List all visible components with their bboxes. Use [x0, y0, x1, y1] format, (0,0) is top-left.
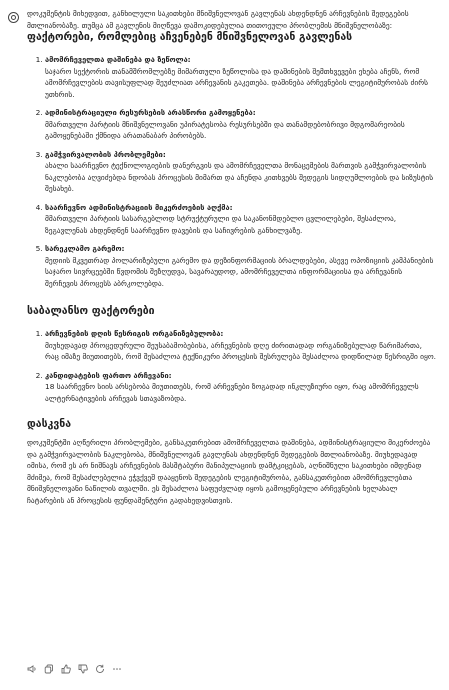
balance-heading: საბალანსო ფაქტორები — [27, 305, 155, 317]
factor-title: 1. ამომრჩეველთა დაშინება და ზეწოლა: — [45, 55, 191, 64]
list-item — [45, 202, 437, 237]
factor-title: 5. სარეკლამო გარემო: — [45, 244, 125, 253]
list-item — [45, 370, 437, 405]
copy-icon[interactable] — [44, 664, 54, 674]
factor-text: ახალი საარჩევნო ტექნოლოგიების დანერგვის და ამომრჩეველთა მონაცემების მართვის გამჭვირვალობის ნაკლებობა აღვიძებდა ნდობას პროცესის მიმართ და აჩენდა კითხვებს შედეგის სიდღუმლოების და სიზუსტის შესახებ. — [45, 161, 434, 193]
intro-paragraph: დოკუმენტის მიხედვით, განხილული საკითხები მნიშვნელოვან გავლენას ახდენდნენ არჩევნების შედეგების მთლიანობაზე. თუმცა ამ გავლენის მიღწევა დამოკიდებულია თითოეული პრობლემის მნიშვნელობაზე: — [27, 9, 409, 30]
factor-title: 3. გამჭვირვალობის პრობლემები: — [45, 149, 166, 159]
more-options-icon[interactable] — [112, 664, 122, 674]
factor-text: მედიის მკვეთრად პოლარიზებული გარემო და დეზინფორმაციის ბრალდებები, ასევე ოპოზიციის კამპანიების საჯარო სივრცეებში წვდომის შეზღუდვა, სავარაუდოდ, ამომრჩეველთა ინფორმაციისა და არჩევანის შერჩევის პროცესს აბრკოლებდა. — [45, 255, 434, 288]
factor-text: მმართველი პარტიის მნიშვნელოვანი უპირატესობა რესურსებში და თანამდებობრივი მდგომარეობის გამოყენებაში ქმნიდა არათანაბარ პირობებს. — [45, 119, 405, 140]
thumbs-down-icon[interactable] — [78, 664, 88, 674]
factors-list — [27, 54, 437, 289]
factors-heading: ფაქტორები, რომლებიც აჩვენებენ მნიშვნელოვან გავლენას — [27, 31, 353, 43]
assistant-avatar-icon — [8, 12, 19, 23]
factor-title: 2. ადმინისტრაციული რესურსების არასწორი გამოყენება: — [45, 108, 256, 117]
balance-title: 1. არჩევნების დღის წესრიგის ორგანიზებულობა: — [45, 329, 224, 338]
conclusion-paragraph: დოკუმენტში აღწერილი პრობლემები, განსაკუთრებით ამომრჩეველთა დაშინება, ადმინისტრაციული მიკერძოება და გამჭვირვალობის ნაკლებობა, მნიშვნელოვან გავლენას ახდენდნენ შედეგების მთლიანობაზე. მიუხედავად იმისა, რომ ეს არ ნიშნავს არჩევნების მასშტაბური მანიპულაციის დამტკიცებას, აღნიშნული საკითხები იმდენად მძიმეა, რომ შესაძლებელია ეჭვქვეშ დააყენოს შედეგების ლეგიტიმურობა, განსაკუთრებით ამომრჩევლებთა მნიშვნელოვანი ნაწილის თვალში. ეს შესაძლოა საფუძვლად იყოს გამოყენებული არჩევნების ხელახალ ჩატარების ან პროცესის ფუნდამენტური გადახედვისთვის. — [27, 438, 431, 505]
list-item — [45, 243, 437, 289]
factor-text: საჯარო სექტორის თანამშრომლებზე მიმართული ზეწოლისა და დაშინების შემთხვევები ეხება აჩენს, რომ ამომრჩევლების თავისუფლად შეუძლიათ არჩევანის გაკეთება. დაშინება არჩევნების ლეგიტიმურობას ძირს უთხრის. — [45, 66, 428, 99]
list-item — [45, 107, 437, 142]
list-item — [45, 328, 437, 363]
balance-list — [27, 328, 437, 404]
conclusion-heading: დასკვნა — [27, 418, 72, 430]
factor-title: 4. საარჩევნო ადმინისტრაციის მიკერძოების აღქმა: — [45, 202, 233, 212]
balance-text: მიუხედავად პროცედურული შეუსაბამობებისა, არჩევნების დღე ძირითადად ორგანიზებულად წარიმართა, რაც იმაზე მიუთითებს, რომ შესაძლოა ტექნიკური პროცესის შესრულება შესაძლოა დიდწილად წესრიგში იყო. — [45, 340, 436, 361]
thumbs-up-icon[interactable] — [61, 664, 71, 674]
regenerate-icon[interactable] — [95, 664, 105, 674]
message-actions — [27, 664, 122, 674]
assistant-message — [27, 8, 437, 506]
list-item — [45, 54, 437, 100]
list-item — [45, 149, 437, 195]
balance-text: 18 საარჩევნო სიის არსებობა მიუთითებს, რომ არჩევნები ზოგადად ინკლუზიური იყო, რაც ამომრჩეველს ალტერნატივების არჩევას სთავაზობდა. — [45, 382, 419, 403]
balance-title: 2. კანდიდატების ფართო არჩევანი: — [45, 370, 172, 380]
factor-text: მმართველი პარტიის სასარგებლოდ სტრუქტურული და საკანონმდებლო ცვლილებები, შესაძლოა, ზეგავლენას ახდენდნენ საარჩევნო დავების და საჩივრების განხილვაზე. — [45, 214, 397, 235]
speaker-icon[interactable] — [27, 664, 37, 674]
